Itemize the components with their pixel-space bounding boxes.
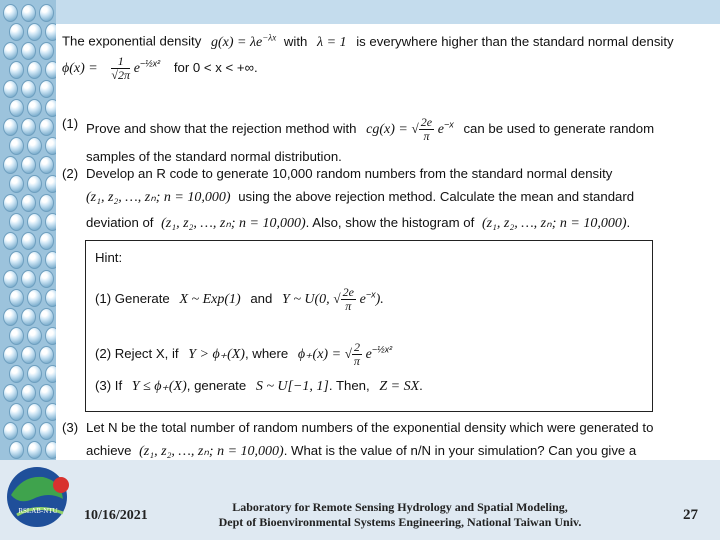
logo-dot <box>53 477 69 493</box>
phi-exponent: −½x² <box>139 58 161 69</box>
droplet <box>27 137 42 155</box>
droplet <box>21 308 36 326</box>
droplet <box>3 270 18 288</box>
droplet <box>3 232 18 250</box>
droplet <box>3 422 18 440</box>
droplet <box>45 23 56 41</box>
droplet <box>39 42 54 60</box>
intro-line <box>62 29 674 51</box>
droplet <box>21 384 36 402</box>
domain-text: for 0 < x < +∞. <box>173 59 258 75</box>
sample-expression-2: (z₁, z₂, …, zₙ; n = 10,000) <box>161 216 306 231</box>
droplet <box>21 156 36 174</box>
phi-e: e <box>133 60 140 76</box>
droplet <box>45 175 56 193</box>
droplet <box>9 23 24 41</box>
droplet <box>3 346 18 364</box>
droplet <box>45 137 56 155</box>
droplet <box>39 194 54 212</box>
droplet <box>9 327 24 345</box>
droplet <box>45 289 56 307</box>
g-expression: g(x) = λe <box>210 34 263 50</box>
phi-fraction: $\frac{1}{√2\pi}$ <box>111 54 131 82</box>
droplet <box>27 365 42 383</box>
intro-text-b: with <box>283 33 308 49</box>
droplet <box>9 251 24 269</box>
cg-e: e <box>437 121 445 137</box>
droplet <box>9 365 24 383</box>
droplet <box>27 99 42 117</box>
droplet <box>39 270 54 288</box>
step1-y: Y ~ U(0, <box>282 291 330 307</box>
droplet <box>45 403 56 421</box>
droplet <box>27 61 42 79</box>
step1-fraction: $\frac{2e}{\pi}$ <box>342 285 354 313</box>
q2-text-b: using the above rejection method. Calculate the mean and standard <box>238 189 635 204</box>
cg-expression: cg(x) = <box>366 121 408 137</box>
droplet <box>27 403 42 421</box>
step3-s: S ~ U[−1, 1] <box>255 379 329 394</box>
intro-text-c: is everywhere higher than the standard normal density <box>356 33 674 49</box>
droplet <box>45 99 56 117</box>
droplet <box>3 384 18 402</box>
page-number: 27 <box>683 507 698 523</box>
droplet <box>3 42 18 60</box>
q2-text-e: . <box>626 215 631 230</box>
step3-z: Z = SX <box>379 379 420 394</box>
q2-line-3 <box>86 215 630 232</box>
droplet <box>27 175 42 193</box>
cg-fraction: $\frac{2e}{\pi}$ <box>420 115 433 143</box>
sample-expression-4: (z₁, z₂, …, zₙ; n = 10,000) <box>139 444 284 459</box>
step2-condition: Y > ϕ₊(X) <box>188 346 245 362</box>
droplet <box>9 289 24 307</box>
droplet <box>27 213 42 231</box>
lab-logo <box>3 455 73 533</box>
q1-text-a: Prove and show that the rejection method with <box>86 120 357 136</box>
droplet <box>9 175 24 193</box>
droplet <box>45 365 56 383</box>
droplet <box>27 251 42 269</box>
phi-expression: ϕ(x) = <box>62 60 98 76</box>
intro-text-a: The exponential density <box>62 33 202 49</box>
q2-text-d: . Also, show the histogram of <box>305 215 475 230</box>
droplet <box>45 327 56 345</box>
droplet <box>9 137 24 155</box>
droplet <box>39 80 54 98</box>
step2-fraction: $\frac{2}{\pi}$ <box>353 340 360 368</box>
droplet <box>39 156 54 174</box>
q1-label: (1) <box>62 116 79 131</box>
decorative-droplet-strip <box>0 0 56 460</box>
droplet <box>3 308 18 326</box>
q2-label: (2) <box>62 166 79 181</box>
droplet <box>45 61 56 79</box>
droplet <box>21 232 36 250</box>
q1-line: Prove and show that the rejection method with cg(x) = √ $\frac{2e}{\pi}$ $e^{-x}$ can be used to generate random <box>86 115 655 143</box>
lambda-expression: λ = 1 <box>317 34 347 50</box>
droplet <box>9 61 24 79</box>
droplet <box>27 289 42 307</box>
droplet <box>3 156 18 174</box>
droplet <box>39 308 54 326</box>
q3-label: (3) <box>62 420 79 435</box>
cg-exponent: −x <box>444 119 454 130</box>
hint-title: Hint: <box>95 250 123 265</box>
droplet <box>21 42 36 60</box>
droplet <box>3 194 18 212</box>
droplet <box>39 118 54 136</box>
droplet <box>45 251 56 269</box>
q2-line-2 <box>86 189 634 206</box>
droplet <box>21 270 36 288</box>
droplet <box>9 403 24 421</box>
q2-text-a: Develop an R code to generate 10,000 random numbers from the standard normal density <box>86 166 613 181</box>
droplet <box>9 99 24 117</box>
droplet <box>39 346 54 364</box>
step3-condition: Y ≤ ϕ₊(X) <box>131 379 187 394</box>
q3-text-a: Let N be the total number of random numbers of the exponential density which were generated to <box>86 420 654 435</box>
droplet <box>21 118 36 136</box>
g-exponent: −λx <box>262 32 277 42</box>
lab-line-1: Laboratory for Remote Sensing Hydrology and Spatial Modeling, <box>232 500 568 514</box>
droplet <box>3 4 18 22</box>
footer-lab <box>205 500 595 530</box>
q1-text-c: samples of the standard normal distribution. <box>86 149 342 164</box>
lab-line-2: Dept of Bioenvironmental Systems Engineering, National Taiwan Univ. <box>218 515 582 529</box>
phi-line <box>62 55 258 82</box>
step2-phi: ϕ₊(x) = <box>297 346 342 362</box>
sample-expression: (z₁, z₂, …, zₙ; n = 10,000) <box>86 190 231 205</box>
droplet <box>39 384 54 402</box>
droplet <box>39 4 54 22</box>
droplet <box>21 194 36 212</box>
hint-step-2: (2) Reject X, if Y > ϕ₊(X), where ϕ₊(x) = √ $\frac{2}{\pi}$ $e^{-\frac{1}{2}x^2}$ <box>95 340 393 368</box>
logo-text: RSLAB-NTU <box>18 507 58 515</box>
droplet <box>21 346 36 364</box>
droplet <box>3 118 18 136</box>
droplet <box>21 422 36 440</box>
droplet <box>21 80 36 98</box>
droplet <box>3 80 18 98</box>
droplet <box>39 232 54 250</box>
q2-text-c: deviation of <box>86 215 154 230</box>
droplet <box>27 327 42 345</box>
droplet <box>45 213 56 231</box>
step1-x: X ~ Exp(1) <box>179 291 241 307</box>
droplet <box>39 422 54 440</box>
droplet <box>21 4 36 22</box>
droplet <box>27 23 42 41</box>
hint-step-3: (3) If Y ≤ ϕ₊(X), generate S ~ U[−1, 1]. Then, Z = SX. <box>95 378 423 394</box>
footer-date: 10/16/2021 <box>84 508 148 523</box>
hint-step-1: (1) Generate X ~ Exp(1) and Y ~ U(0, √ $\frac{2e}{\pi}$ $e^{-x}$). <box>95 285 384 313</box>
q1-text-b: can be used to generate random <box>463 120 655 136</box>
sample-expression-3: (z₁, z₂, …, zₙ; n = 10,000) <box>481 216 627 231</box>
droplet <box>9 213 24 231</box>
q3-line-2: achieve (z₁, z₂, …, zₙ; n = 10,000). What is the value of n/N in your simulation? Can you give a <box>86 443 637 459</box>
